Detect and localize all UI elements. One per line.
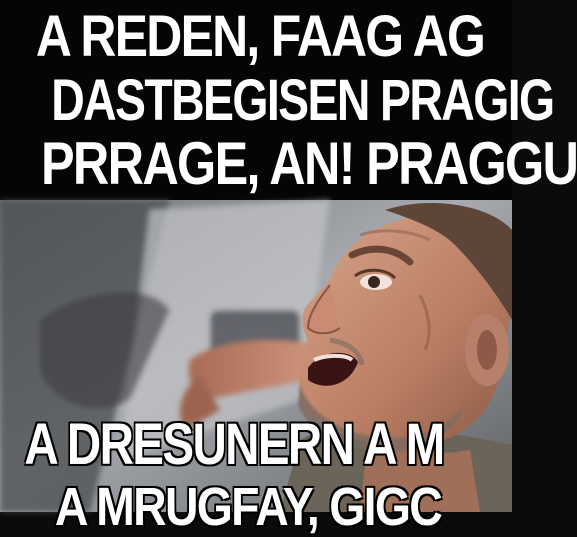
bottom-caption-line-1: A DRESUNERN A M [24, 412, 444, 477]
top-caption [0, 0, 577, 200]
bottom-caption [0, 408, 512, 537]
top-caption-line-2: DASTBEGISEN PRAGIG [51, 68, 554, 133]
top-caption-line-1: A REDEN, FAAG AG [35, 4, 485, 69]
bottom-caption-line-2: A MRUGFAY, GIGC [54, 477, 442, 537]
top-caption-line-3: PRRAGE, AN! PRAGGU [40, 130, 577, 197]
